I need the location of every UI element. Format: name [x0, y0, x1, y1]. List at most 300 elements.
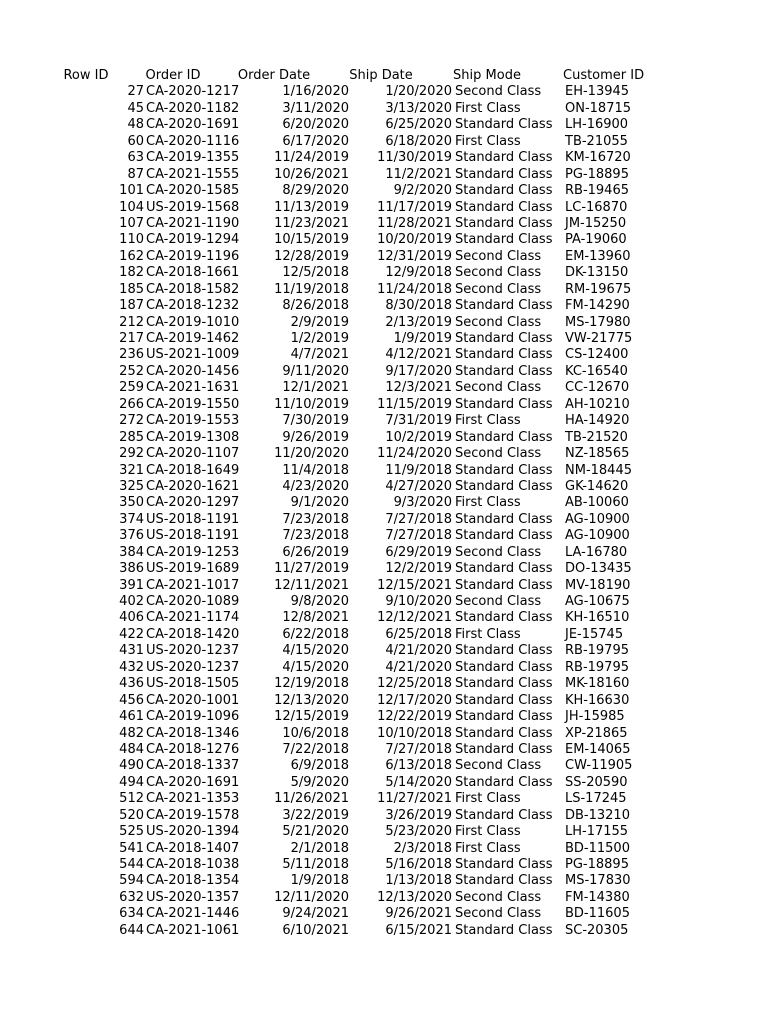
cell-order-date: 6/26/2019	[282, 544, 349, 560]
table-row	[0, 709, 768, 725]
cell-ship-date: 11/30/2019	[377, 150, 452, 166]
cell-ship-date: 6/29/2019	[385, 544, 452, 560]
cell-ship-date: 5/16/2018	[385, 857, 452, 872]
cell-ship-date: 10/2/2019	[385, 429, 452, 445]
cell-order-id: CA-2018-1420	[146, 626, 240, 642]
cell-ship-mode: Second Class	[455, 889, 542, 905]
table-row	[0, 84, 768, 100]
cell-ship-date: 10/10/2018	[377, 725, 452, 741]
cell-order-date: 5/9/2020	[290, 774, 349, 790]
cell-ship-mode: First Class	[455, 495, 521, 511]
cell-ship-date: 4/27/2020	[385, 478, 452, 494]
table-row	[0, 101, 768, 117]
cell-order-date: 9/24/2021	[282, 906, 349, 922]
cell-order-id: CA-2019-1253	[146, 544, 240, 560]
cell-customer-id: CC-12670	[565, 380, 630, 396]
table-row	[0, 397, 768, 413]
cell-order-id: CA-2021-1555	[146, 166, 240, 182]
cell-row-id: 461	[119, 709, 144, 725]
cell-order-date: 6/10/2021	[282, 922, 349, 938]
cell-order-id: CA-2019-1550	[146, 396, 240, 412]
cell-row-id: 541	[119, 840, 144, 856]
cell-ship-date: 11/28/2021	[377, 215, 452, 231]
cell-row-id: 87	[127, 166, 144, 182]
cell-ship-date: 12/3/2021	[385, 380, 452, 396]
cell-row-id: 391	[119, 577, 144, 593]
cell-ship-mode: Standard Class	[455, 561, 553, 577]
cell-order-id: CA-2021-1190	[146, 215, 240, 231]
cell-customer-id: RB-19795	[565, 643, 629, 659]
cell-ship-date: 4/12/2021	[385, 347, 452, 363]
cell-row-id: 272	[119, 413, 144, 429]
cell-ship-date: 1/20/2020	[385, 84, 452, 100]
cell-ship-mode: Standard Class	[455, 709, 553, 725]
cell-customer-id: PA-19060	[565, 232, 627, 248]
cell-customer-id: LH-17155	[565, 824, 629, 840]
cell-order-id: US-2018-1191	[146, 528, 240, 544]
cell-order-date: 11/27/2019	[274, 561, 349, 577]
cell-order-id: CA-2019-1308	[146, 429, 240, 445]
table-row	[0, 134, 768, 150]
cell-customer-id: TB-21520	[565, 429, 628, 445]
table-row	[0, 890, 768, 906]
table-row	[0, 282, 768, 298]
cell-row-id: 350	[119, 495, 144, 511]
cell-order-date: 10/6/2018	[282, 725, 349, 741]
cell-order-id: CA-2020-1691	[146, 117, 240, 133]
cell-order-id: CA-2020-1116	[146, 133, 240, 149]
table-row	[0, 495, 768, 511]
cell-row-id: 292	[119, 446, 144, 462]
cell-ship-mode: Standard Class	[455, 429, 553, 445]
table-row	[0, 841, 768, 857]
cell-order-id: US-2020-1357	[146, 889, 240, 905]
table-row	[0, 824, 768, 840]
cell-row-id: 104	[119, 199, 144, 215]
cell-order-date: 11/10/2019	[274, 396, 349, 412]
cell-ship-mode: Standard Class	[455, 676, 553, 692]
table-row	[0, 380, 768, 396]
header-ship-mode: Ship Mode	[453, 68, 521, 83]
cell-row-id: 494	[119, 774, 144, 790]
cell-order-date: 3/22/2019	[282, 807, 349, 823]
cell-ship-mode: Standard Class	[455, 363, 553, 379]
cell-order-date: 8/26/2018	[282, 298, 349, 314]
cell-row-id: 162	[119, 248, 144, 264]
cell-order-id: CA-2018-1407	[146, 840, 240, 856]
cell-ship-mode: Second Class	[455, 314, 542, 330]
cell-row-id: 101	[119, 183, 144, 199]
cell-row-id: 490	[119, 758, 144, 774]
cell-order-id: CA-2020-1456	[146, 363, 240, 379]
cell-row-id: 321	[119, 462, 144, 478]
cell-customer-id: PG-18895	[565, 857, 629, 872]
table-row	[0, 643, 768, 659]
cell-order-id: CA-2019-1010	[146, 314, 240, 330]
cell-ship-mode: First Class	[455, 824, 521, 840]
table-row	[0, 545, 768, 561]
cell-order-date: 12/19/2018	[274, 676, 349, 692]
cell-ship-date: 7/27/2018	[385, 528, 452, 544]
cell-customer-id: JM-15250	[565, 215, 627, 231]
cell-row-id: 525	[119, 824, 144, 840]
table-row	[0, 167, 768, 183]
table-row	[0, 463, 768, 479]
cell-customer-id: XP-21865	[565, 725, 628, 741]
cell-order-date: 7/23/2018	[282, 528, 349, 544]
cell-row-id: 212	[119, 314, 144, 330]
cell-order-date: 1/16/2020	[282, 84, 349, 100]
cell-ship-mode: Standard Class	[455, 643, 553, 659]
cell-customer-id: FM-14290	[565, 298, 630, 314]
cell-customer-id: LC-16870	[565, 199, 628, 215]
cell-order-date: 11/20/2020	[274, 446, 349, 462]
cell-customer-id: NZ-18565	[565, 446, 630, 462]
table-row	[0, 249, 768, 265]
cell-order-date: 11/13/2019	[274, 199, 349, 215]
table-row	[0, 906, 768, 922]
cell-ship-mode: Standard Class	[455, 857, 553, 872]
cell-ship-date: 5/23/2020	[385, 824, 452, 840]
cell-ship-mode: Standard Class	[455, 873, 553, 889]
cell-row-id: 48	[127, 117, 144, 133]
cell-ship-date: 11/15/2019	[377, 396, 452, 412]
cell-row-id: 482	[119, 725, 144, 741]
cell-customer-id: JH-15985	[565, 709, 625, 725]
cell-ship-date: 9/2/2020	[393, 183, 452, 199]
cell-row-id: 236	[119, 347, 144, 363]
cell-row-id: 456	[119, 692, 144, 708]
cell-ship-mode: Second Class	[455, 758, 542, 774]
cell-ship-mode: Standard Class	[455, 199, 553, 215]
cell-row-id: 544	[119, 857, 144, 872]
cell-ship-mode: Standard Class	[455, 117, 553, 133]
table-row	[0, 742, 768, 758]
cell-customer-id: AB-10060	[565, 495, 629, 511]
cell-row-id: 107	[119, 215, 144, 231]
table-row	[0, 117, 768, 133]
cell-order-id: CA-2020-1691	[146, 774, 240, 790]
cell-order-date: 10/26/2021	[274, 166, 349, 182]
cell-order-id: US-2020-1237	[146, 643, 240, 659]
table-row	[0, 726, 768, 742]
cell-order-date: 4/15/2020	[282, 643, 349, 659]
cell-ship-date: 5/14/2020	[385, 774, 452, 790]
table-row	[0, 578, 768, 594]
cell-row-id: 431	[119, 643, 144, 659]
cell-order-date: 6/22/2018	[282, 626, 349, 642]
cell-order-id: CA-2020-1585	[146, 183, 240, 199]
cell-order-date: 7/23/2018	[282, 511, 349, 527]
table-row	[0, 216, 768, 232]
table-row	[0, 775, 768, 791]
cell-row-id: 512	[119, 791, 144, 807]
cell-order-date: 7/22/2018	[282, 741, 349, 757]
cell-ship-mode: First Class	[455, 133, 521, 149]
cell-customer-id: FM-14380	[565, 889, 630, 905]
cell-ship-mode: Standard Class	[455, 577, 553, 593]
cell-order-date: 12/28/2019	[274, 248, 349, 264]
cell-ship-date: 7/31/2019	[385, 413, 452, 429]
cell-row-id: 422	[119, 626, 144, 642]
cell-order-date: 11/26/2021	[274, 791, 349, 807]
cell-ship-mode: Standard Class	[455, 725, 553, 741]
cell-ship-mode: First Class	[455, 100, 521, 116]
cell-ship-mode: Standard Class	[455, 166, 553, 182]
cell-row-id: 252	[119, 363, 144, 379]
table-row	[0, 232, 768, 248]
cell-row-id: 520	[119, 807, 144, 823]
cell-order-id: US-2020-1237	[146, 659, 240, 675]
table-header-row	[0, 68, 768, 84]
cell-ship-mode: Standard Class	[455, 331, 553, 346]
cell-ship-mode: Standard Class	[455, 462, 553, 478]
cell-ship-date: 6/15/2021	[385, 922, 452, 938]
header-customer-id: Customer ID	[563, 68, 645, 83]
cell-ship-date: 9/26/2021	[385, 906, 452, 922]
cell-order-id: CA-2018-1038	[146, 857, 240, 872]
cell-ship-mode: Standard Class	[455, 232, 553, 248]
cell-ship-mode: Second Class	[455, 380, 542, 396]
cell-order-id: US-2018-1191	[146, 511, 240, 527]
cell-ship-date: 6/18/2020	[385, 133, 452, 149]
cell-customer-id: DO-13435	[565, 561, 632, 577]
cell-order-date: 12/5/2018	[282, 265, 349, 281]
cell-order-id: US-2018-1505	[146, 676, 240, 692]
cell-customer-id: DB-13210	[565, 807, 630, 823]
cell-row-id: 484	[119, 741, 144, 757]
table-row	[0, 808, 768, 824]
table-row	[0, 693, 768, 709]
cell-ship-mode: Standard Class	[455, 396, 553, 412]
table-row	[0, 298, 768, 314]
table-row	[0, 265, 768, 281]
cell-row-id: 644	[119, 922, 144, 938]
cell-ship-date: 3/13/2020	[385, 100, 452, 116]
cell-customer-id: AH-10210	[565, 396, 630, 412]
cell-row-id: 406	[119, 610, 144, 626]
table-row	[0, 315, 768, 331]
cell-order-date: 12/15/2019	[274, 709, 349, 725]
cell-order-id: CA-2020-1217	[146, 84, 240, 100]
cell-order-date: 4/15/2020	[282, 659, 349, 675]
cell-customer-id: EM-13960	[565, 248, 631, 264]
cell-ship-mode: First Class	[455, 626, 521, 642]
table-row	[0, 446, 768, 462]
cell-customer-id: KM-16720	[565, 150, 631, 166]
cell-customer-id: LA-16780	[565, 544, 628, 560]
cell-customer-id: RB-19795	[565, 659, 629, 675]
cell-order-date: 10/15/2019	[274, 232, 349, 248]
cell-order-date: 12/11/2021	[274, 577, 349, 593]
cell-ship-date: 12/15/2021	[377, 577, 452, 593]
cell-customer-id: BD-11500	[565, 840, 630, 856]
cell-order-date: 11/19/2018	[274, 281, 349, 297]
cell-order-id: CA-2018-1232	[146, 298, 240, 314]
cell-order-date: 12/13/2020	[274, 692, 349, 708]
table-row	[0, 331, 768, 347]
cell-ship-date: 1/13/2018	[385, 873, 452, 889]
cell-order-date: 9/8/2020	[290, 594, 349, 609]
cell-ship-mode: First Class	[455, 840, 521, 856]
cell-order-id: CA-2019-1553	[146, 413, 240, 429]
cell-order-date: 8/29/2020	[282, 183, 349, 199]
cell-customer-id: KH-16510	[565, 610, 630, 626]
cell-order-id: CA-2021-1631	[146, 380, 240, 396]
cell-customer-id: GK-14620	[565, 478, 629, 494]
cell-row-id: 27	[127, 84, 144, 100]
cell-ship-date: 12/31/2019	[377, 248, 452, 264]
cell-order-id: CA-2018-1276	[146, 741, 240, 757]
cell-ship-mode: Second Class	[455, 594, 542, 609]
cell-ship-date: 11/2/2021	[385, 166, 452, 182]
cell-ship-date: 7/27/2018	[385, 511, 452, 527]
cell-ship-mode: Second Class	[455, 248, 542, 264]
cell-ship-date: 10/20/2019	[377, 232, 452, 248]
cell-ship-mode: Standard Class	[455, 298, 553, 314]
cell-ship-date: 11/24/2020	[377, 446, 452, 462]
cell-row-id: 185	[119, 281, 144, 297]
cell-row-id: 384	[119, 544, 144, 560]
cell-customer-id: AG-10900	[565, 528, 630, 544]
table-row	[0, 150, 768, 166]
cell-ship-date: 11/9/2018	[385, 462, 452, 478]
cell-row-id: 325	[119, 478, 144, 494]
cell-row-id: 632	[119, 889, 144, 905]
cell-order-date: 2/9/2019	[290, 314, 349, 330]
cell-order-id: CA-2021-1174	[146, 610, 240, 626]
cell-row-id: 63	[127, 150, 144, 166]
cell-ship-mode: Second Class	[455, 906, 542, 922]
table-body	[0, 84, 768, 939]
cell-row-id: 45	[127, 100, 144, 116]
cell-order-date: 2/1/2018	[290, 840, 349, 856]
cell-ship-date: 12/13/2020	[377, 889, 452, 905]
cell-row-id: 217	[119, 331, 144, 346]
cell-order-id: US-2019-1568	[146, 199, 240, 215]
cell-order-date: 4/23/2020	[282, 478, 349, 494]
cell-ship-date: 11/24/2018	[377, 281, 452, 297]
cell-customer-id: HA-14920	[565, 413, 630, 429]
cell-ship-date: 11/27/2021	[377, 791, 452, 807]
cell-row-id: 110	[119, 232, 144, 248]
cell-ship-mode: Standard Class	[455, 528, 553, 544]
cell-order-date: 6/9/2018	[290, 758, 349, 774]
cell-order-date: 9/26/2019	[282, 429, 349, 445]
cell-ship-mode: Standard Class	[455, 692, 553, 708]
cell-ship-mode: Standard Class	[455, 478, 553, 494]
table-row	[0, 758, 768, 774]
cell-order-id: CA-2018-1354	[146, 873, 240, 889]
cell-ship-date: 8/30/2018	[385, 298, 452, 314]
cell-customer-id: VW-21775	[565, 331, 633, 346]
cell-order-date: 6/20/2020	[282, 117, 349, 133]
cell-order-date: 11/23/2021	[274, 215, 349, 231]
cell-ship-mode: Second Class	[455, 446, 542, 462]
cell-ship-mode: Standard Class	[455, 347, 553, 363]
table-row	[0, 857, 768, 873]
cell-order-date: 3/11/2020	[282, 100, 349, 116]
cell-ship-mode: First Class	[455, 413, 521, 429]
cell-ship-date: 6/13/2018	[385, 758, 452, 774]
cell-customer-id: MV-18190	[565, 577, 631, 593]
cell-row-id: 402	[119, 594, 144, 609]
cell-order-date: 11/24/2019	[274, 150, 349, 166]
cell-order-id: CA-2019-1578	[146, 807, 240, 823]
cell-customer-id: TB-21055	[565, 133, 628, 149]
table-row	[0, 660, 768, 676]
cell-order-date: 7/30/2019	[282, 413, 349, 429]
cell-customer-id: CS-12400	[565, 347, 629, 363]
cell-customer-id: EM-14065	[565, 741, 631, 757]
cell-row-id: 259	[119, 380, 144, 396]
cell-ship-mode: Standard Class	[455, 741, 553, 757]
cell-customer-id: LS-17245	[565, 791, 627, 807]
cell-customer-id: RB-19465	[565, 183, 629, 199]
cell-customer-id: KH-16630	[565, 692, 630, 708]
cell-customer-id: SC-20305	[565, 922, 629, 938]
cell-order-date: 4/7/2021	[290, 347, 349, 363]
header-order-id: Order ID	[145, 68, 201, 83]
cell-order-id: CA-2021-1446	[146, 906, 240, 922]
table-row	[0, 610, 768, 626]
cell-ship-mode: Second Class	[455, 84, 542, 100]
cell-order-date: 12/1/2021	[282, 380, 349, 396]
cell-ship-date: 9/17/2020	[385, 363, 452, 379]
cell-order-id: CA-2019-1462	[146, 331, 240, 346]
cell-customer-id: AG-10900	[565, 511, 630, 527]
cell-order-date: 5/21/2020	[282, 824, 349, 840]
cell-ship-mode: Standard Class	[455, 807, 553, 823]
cell-order-id: CA-2018-1582	[146, 281, 240, 297]
header-order-date: Order Date	[237, 68, 311, 83]
cell-order-id: CA-2019-1196	[146, 248, 240, 264]
cell-customer-id: DK-13150	[565, 265, 629, 281]
cell-order-date: 12/8/2021	[282, 610, 349, 626]
cell-order-date: 9/11/2020	[282, 363, 349, 379]
cell-order-id: CA-2018-1337	[146, 758, 240, 774]
table-row	[0, 183, 768, 199]
cell-customer-id: PG-18895	[565, 166, 629, 182]
cell-ship-date: 12/17/2020	[377, 692, 452, 708]
table-row	[0, 347, 768, 363]
cell-ship-date: 6/25/2020	[385, 117, 452, 133]
table-row	[0, 479, 768, 495]
cell-ship-date: 11/17/2019	[377, 199, 452, 215]
cell-order-date: 11/4/2018	[282, 462, 349, 478]
cell-ship-date: 12/22/2019	[377, 709, 452, 725]
cell-row-id: 266	[119, 396, 144, 412]
cell-order-id: CA-2018-1346	[146, 725, 240, 741]
cell-order-id: CA-2021-1061	[146, 922, 240, 938]
cell-row-id: 376	[119, 528, 144, 544]
cell-row-id: 432	[119, 659, 144, 675]
cell-order-id: US-2020-1394	[146, 824, 240, 840]
table-row	[0, 791, 768, 807]
cell-row-id: 182	[119, 265, 144, 281]
cell-ship-mode: Second Class	[455, 544, 542, 560]
header-ship-date: Ship Date	[349, 68, 413, 83]
cell-customer-id: ON-18715	[565, 100, 632, 116]
cell-customer-id: EH-13945	[565, 84, 630, 100]
cell-ship-date: 12/9/2018	[385, 265, 452, 281]
table-row	[0, 676, 768, 692]
cell-order-id: CA-2020-1621	[146, 478, 240, 494]
table-row	[0, 594, 768, 610]
cell-ship-mode: Standard Class	[455, 183, 553, 199]
cell-order-date: 5/11/2018	[282, 857, 349, 872]
cell-ship-date: 9/3/2020	[393, 495, 452, 511]
